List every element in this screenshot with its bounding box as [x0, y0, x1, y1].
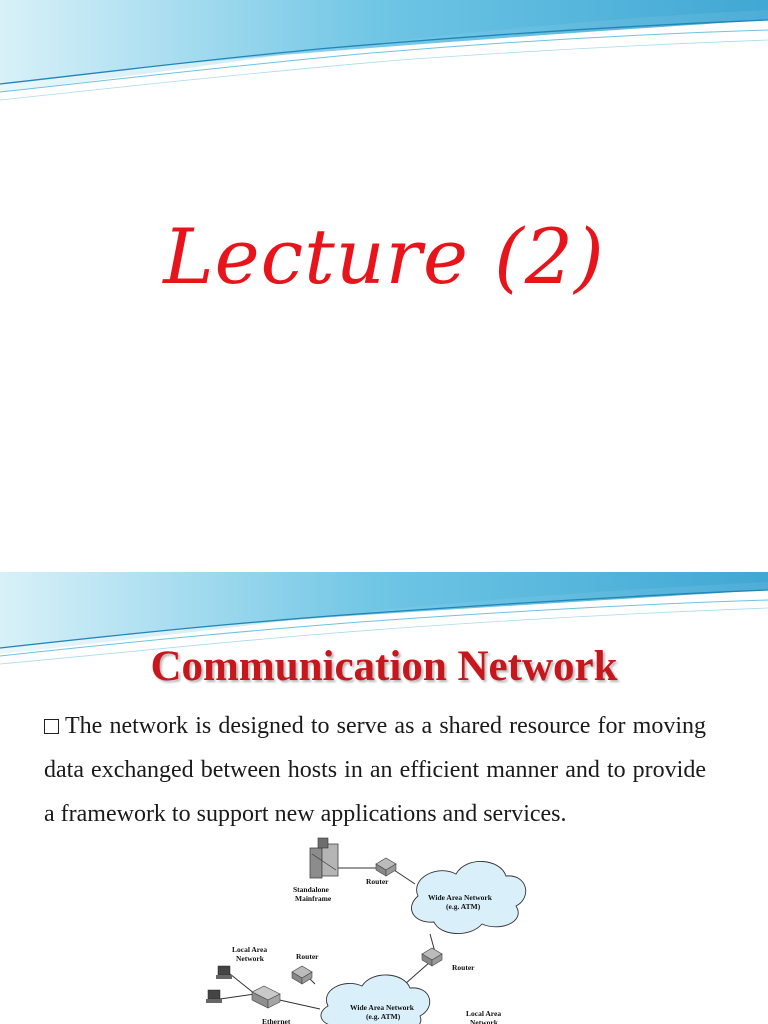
- router-icon: [376, 858, 396, 876]
- label-ethernet: Ethernet: [262, 1017, 291, 1024]
- bullet-paragraph: [44, 704, 706, 836]
- paragraph-text: The network is designed to serve as a shared resource for moving data exchanged between hosts in an efficient manner and to provide a framework to support new applications and services.: [44, 713, 706, 827]
- network-diagram: [160, 834, 560, 1024]
- slide-heading: Communication Network: [150, 643, 618, 690]
- label-router-mid: Router: [296, 952, 319, 961]
- workstation-icon: [206, 990, 222, 1003]
- label-router-top: Router: [366, 877, 389, 886]
- checkbox-bullet-icon: [44, 719, 59, 734]
- slide-title: Lecture (2): [163, 212, 605, 301]
- ethernet-switch-icon: [252, 986, 280, 1008]
- label-wan-top: Wide Area Network (e.g. ATM): [428, 893, 492, 911]
- workstation-icon: [216, 966, 232, 979]
- router-icon: [292, 966, 312, 984]
- mainframe-icon: [310, 838, 338, 878]
- label-standalone-mainframe: Standalone Mainframe: [293, 885, 332, 903]
- router-icon: [422, 948, 442, 966]
- content-slide: [0, 572, 768, 1024]
- label-wan-bottom: Wide Area Network (e.g. ATM): [350, 1003, 414, 1021]
- label-router-right: Router: [452, 963, 475, 972]
- label-lan-right: Local Area Network: [466, 1009, 502, 1024]
- label-lan-left: Local Area Network: [232, 945, 268, 963]
- header-wave-decoration: [0, 0, 768, 110]
